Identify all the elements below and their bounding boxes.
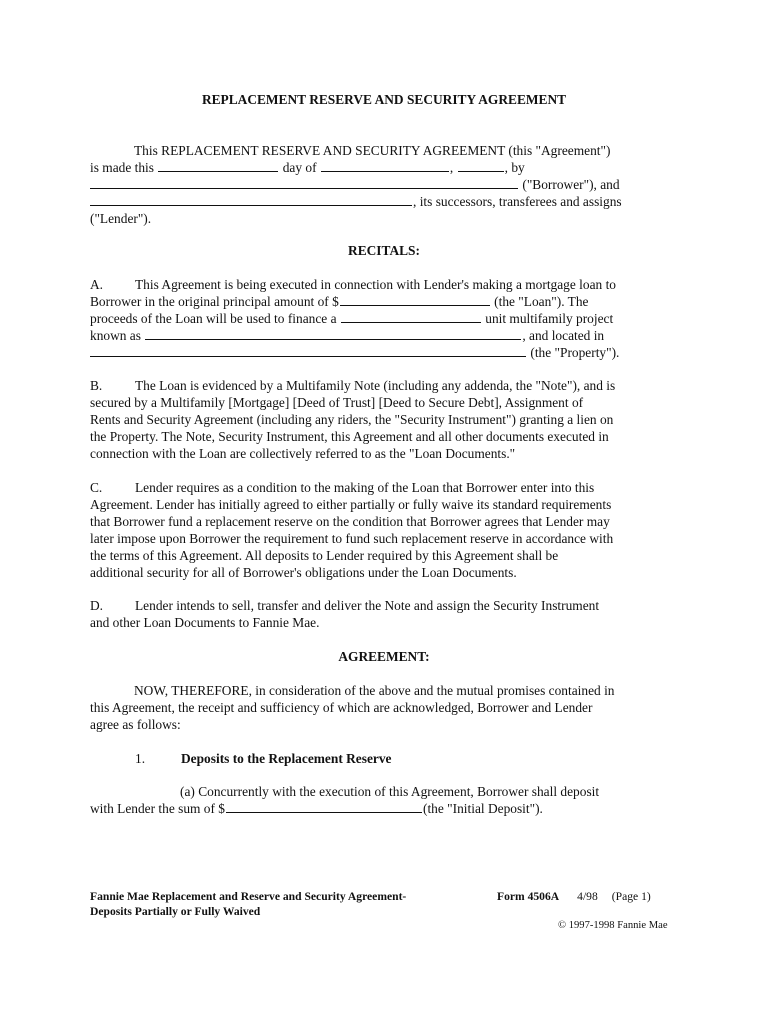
intro-lender-label: ("Lender"). <box>90 211 152 226</box>
recital-a-loan-label: (the "Loan"). The <box>494 294 589 309</box>
recital-c <box>90 479 690 581</box>
recital-a <box>90 276 690 361</box>
blank-borrower-name <box>90 176 518 189</box>
recital-a-line-2: Borrower in the original principal amount of $ <box>90 294 339 309</box>
agreement-intro-line-2: this Agreement, the receipt and sufficiency of which are acknowledged, Borrower and Lender <box>90 700 593 715</box>
recital-b-line-4: the Property. The Note, Security Instrument, this Agreement and all other documents executed in <box>90 429 609 444</box>
recital-a-unit-label: unit multifamily project <box>485 311 614 326</box>
agreement-intro-line-1: NOW, THEREFORE, in consideration of the above and the mutual promises contained in <box>134 683 615 698</box>
recital-c-line-6: additional security for all of Borrower's obligations under the Loan Documents. <box>90 565 517 580</box>
recital-b-line-2: secured by a Multifamily [Mortgage] [Deed of Trust] [Deed to Secure Debt], Assignment of <box>90 395 584 410</box>
blank-loan-amount <box>340 293 490 306</box>
recital-a-line-1: This Agreement is being executed in connection with Lender's making a mortgage loan to <box>135 277 616 292</box>
footer-title-line-1: Fannie Mae Replacement and Reserve and Security Agreement- <box>90 890 407 903</box>
recital-d <box>90 597 690 631</box>
footer-date: 4/98 <box>577 890 598 903</box>
intro-by: , by <box>504 160 525 175</box>
recital-d-line-1: Lender intends to sell, transfer and deliver the Note and assign the Security Instrument <box>135 598 600 613</box>
recital-b <box>90 377 690 462</box>
blank-day <box>158 159 278 172</box>
footer-form-number: Form 4506A <box>497 890 560 903</box>
section-1-para-a-line-1: (a) Concurrently with the execution of this Agreement, Borrower shall deposit <box>180 784 600 799</box>
recital-d-label: D. <box>90 598 104 613</box>
footer-form-info <box>497 889 651 904</box>
recital-c-label: C. <box>90 480 103 495</box>
recital-d-line-2: and other Loan Documents to Fannie Mae. <box>90 615 320 630</box>
recital-a-label: A. <box>90 277 104 292</box>
blank-property-location <box>90 344 526 357</box>
intro-made-this: is made this <box>90 160 154 175</box>
recital-b-label: B. <box>90 378 103 393</box>
blank-year <box>458 159 504 172</box>
section-1-initial-deposit-label: (the "Initial Deposit"). <box>423 801 543 816</box>
recital-c-line-5: the terms of this Agreement. All deposits to Lender required by this Agreement shall be <box>90 548 559 563</box>
section-1-para-a <box>90 783 690 817</box>
recital-c-line-3: that Borrower fund a replacement reserve on the condition that Borrower agrees that Lender may <box>90 514 610 529</box>
agreement-heading: AGREEMENT: <box>338 649 430 664</box>
section-1-number: 1. <box>135 751 146 766</box>
blank-project-name <box>145 327 521 340</box>
recital-a-located-in: , and located in <box>522 328 605 343</box>
blank-lender-name <box>90 193 412 206</box>
recital-a-line-3: proceeds of the Loan will be used to finance a <box>90 311 337 326</box>
document-title: REPLACEMENT RESERVE AND SECURITY AGREEMENT <box>201 92 567 107</box>
footer-page-number: (Page 1) <box>611 890 651 903</box>
intro-day-of: day of <box>282 160 317 175</box>
recital-c-line-2: Agreement. Lender has initially agreed to either partially or fully waive its standard requirements <box>90 497 612 512</box>
agreement-intro <box>90 682 690 733</box>
intro-comma: , <box>449 160 454 175</box>
blank-initial-deposit <box>226 800 422 813</box>
intro-successors: , its successors, transferees and assigns <box>413 194 622 209</box>
recital-c-line-4: later impose upon Borrower the requirement to fund such replacement reserve in accordance with <box>90 531 614 546</box>
recitals-heading: RECITALS: <box>348 243 420 258</box>
intro-line-1: This REPLACEMENT RESERVE AND SECURITY AGREEMENT (this "Agreement") <box>134 143 611 158</box>
intro-paragraph <box>90 142 690 227</box>
section-1-title: Deposits to the Replacement Reserve <box>181 751 392 766</box>
footer-copyright: © 1997-1998 Fannie Mae <box>558 920 668 931</box>
recital-a-property-label: (the "Property"). <box>530 345 620 360</box>
recital-b-line-3: Rents and Security Agreement (including any riders, the "Security Instrument") granting a lien on <box>90 412 614 427</box>
section-1-para-a-line-2: with Lender the sum of $ <box>90 801 225 816</box>
footer-title-line-2: Deposits Partially or Fully Waived <box>90 905 261 918</box>
blank-unit-count <box>341 310 481 323</box>
recital-b-line-5: connection with the Loan are collectively referred to as the "Loan Documents." <box>90 446 516 461</box>
blank-month <box>321 159 449 172</box>
recital-b-line-1: The Loan is evidenced by a Multifamily Note (including any addenda, the "Note"), and is <box>135 378 616 393</box>
footer-title <box>90 889 406 919</box>
recital-c-line-1: Lender requires as a condition to the making of the Loan that Borrower enter into this <box>135 480 595 495</box>
agreement-intro-line-3: agree as follows: <box>90 717 181 732</box>
recital-a-known-as: known as <box>90 328 141 343</box>
intro-borrower-label: ("Borrower"), and <box>522 177 620 192</box>
